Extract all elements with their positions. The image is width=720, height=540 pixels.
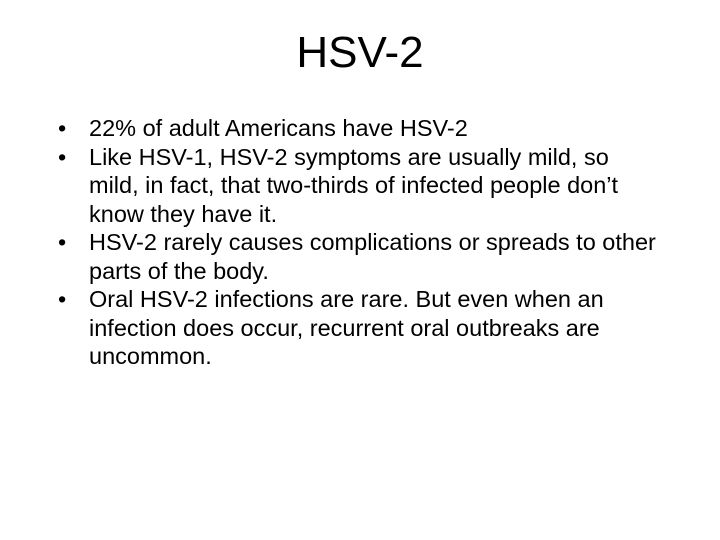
bullet-marker-icon: •	[58, 143, 67, 170]
bullet-item	[58, 228, 658, 285]
bullet-list	[58, 114, 658, 371]
bullet-marker-icon: •	[58, 115, 67, 141]
bullet-text: Oral HSV-2 infections are rare. But even when an infection does occur, recurrent oral outbreaks are uncommon.	[89, 286, 604, 369]
bullet-item	[58, 285, 658, 371]
bullet-item	[58, 114, 658, 143]
bullet-marker-icon: •	[58, 286, 67, 312]
bullet-text: 22% of adult Americans have HSV-2	[89, 115, 468, 141]
bullet-marker-icon: •	[58, 229, 67, 255]
bullet-item	[58, 143, 658, 229]
bullet-text: Like HSV-1, HSV-2 symptoms are usually mild, so mild, in fact, that two-thirds of infected people don’t know they have it.	[89, 143, 619, 227]
slide-title: HSV-2	[296, 28, 424, 77]
bullet-text: HSV-2 rarely causes complications or spreads to other parts of the body.	[89, 229, 656, 284]
